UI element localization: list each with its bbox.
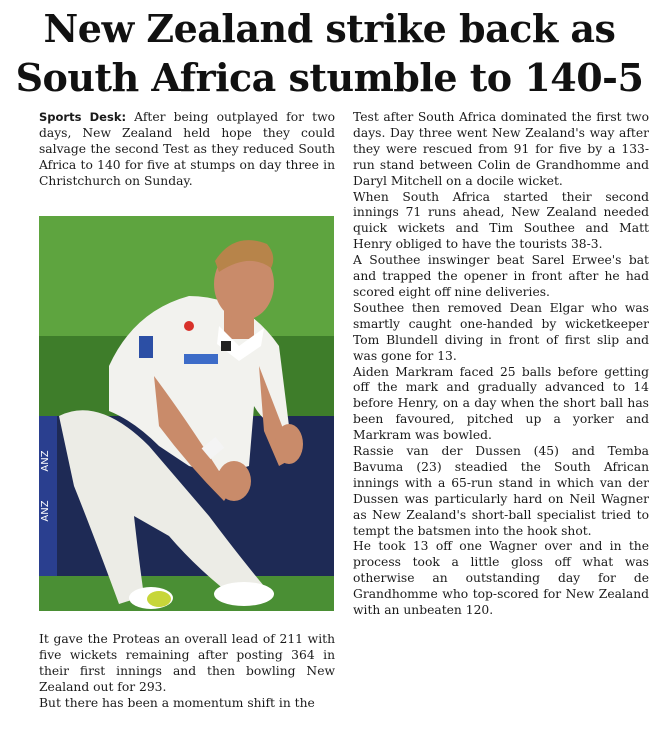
paragraph: But there has been a momentum shift in the — [39, 695, 315, 710]
paragraph: He took 13 off one Wagner over and in the process took a little gloss off what was otherwise an outstanding day for de Grandhomme who top-scored for New Zealand with an unbeaten 120. — [353, 539, 649, 618]
headline-line-1: New Zealand strike back as — [43, 6, 616, 51]
paragraph: Test after South Africa dominated the first two days. Day three went New Zealand's way after they were rescued from 91 for five by a 133-run stand between Colin de Grandhomme and Daryl Mitchell on a docile wicket. — [353, 110, 649, 188]
cricketer-photo — [39, 216, 334, 611]
article-intro — [39, 110, 335, 190]
paragraph: Aiden Markram faced 25 balls before getting off the mark and gradually advanced to 14 before Henry, on a day when the short ball has been favoured, pitched up a yorker and Markram was bowled. — [353, 364, 649, 443]
board-text: ANZ — [40, 450, 51, 472]
paragraph: Rassie van der Dussen (45) and Temba Bavuma (23) steadied the South African innings with a 65-run stand in which van der Dussen was particularly hard on Neil Wagner as New Zealand's short-ball specialist tried to tempt the batsmen into the hook shot. — [353, 444, 649, 538]
board-text-2: ANZ — [40, 500, 51, 522]
paragraph: A Southee inswinger beat Sarel Erwee's bat and trapped the opener in front after he had scored eight off nine deliveries. — [353, 253, 649, 299]
paragraph: When South Africa started their second innings 71 runs ahead, New Zealand needed quick wickets and Tim Southee and Matt Henry obliged to have the tourists 38-3. — [353, 189, 649, 252]
intro-text: After being outplayed for two days, New Zealand held hope they could salvage the second Test as they reduced South Africa to 140 for five at stumps on day three in Christchurch on Sunday. — [39, 110, 335, 188]
paragraph: It gave the Proteas an overall lead of 211 with five wickets remaining after posting 364 in their first innings and then bowling New Zealand out for 293. — [39, 632, 335, 694]
article-right-column — [353, 110, 649, 619]
headline — [0, 4, 659, 102]
headline-line-2: South Africa stumble to 140-5 — [15, 55, 644, 100]
article-left-bottom — [39, 632, 335, 712]
byline: Sports Desk: — [39, 110, 127, 124]
paragraph: Southee then removed Dean Elgar who was smartly caught one-handed by wicketkeeper Tom Blundell diving in front of first slip and was gone for 13. — [353, 300, 649, 363]
